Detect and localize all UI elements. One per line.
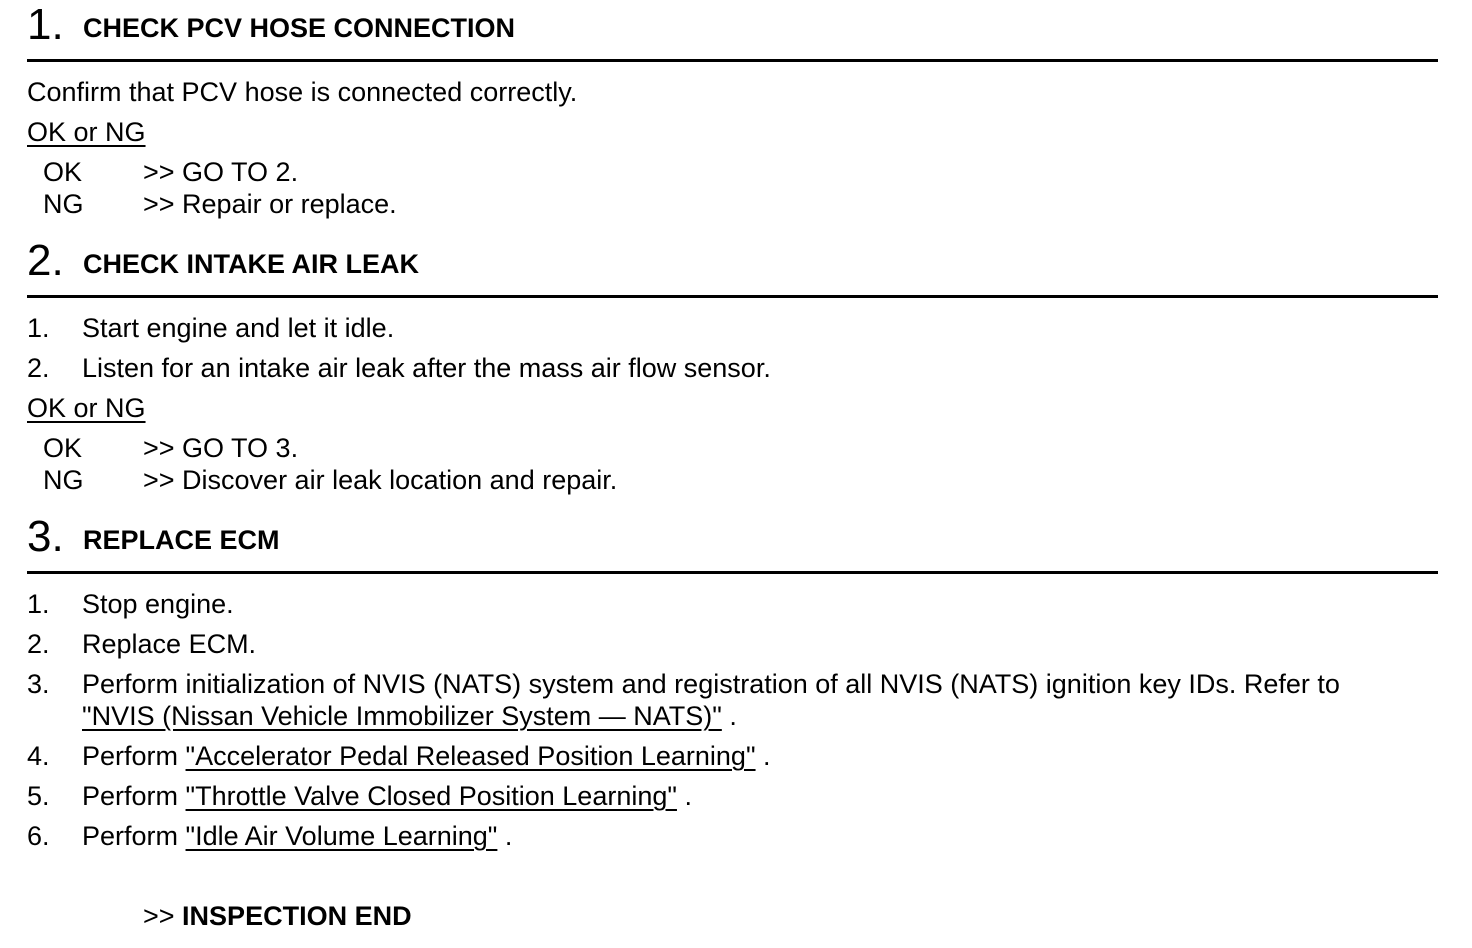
- list-item-prefix: Perform: [82, 781, 186, 811]
- ok-or-ng-label: OK or NG: [27, 393, 146, 423]
- link-suffix: .: [497, 821, 513, 851]
- list-item-number: 1.: [27, 313, 50, 343]
- step-1-heading: [27, 2, 1438, 48]
- list-item-number: 1.: [27, 589, 50, 619]
- link-suffix: .: [676, 781, 692, 811]
- ng-result-key: NG: [43, 465, 84, 495]
- ok-or-ng-label: OK or NG: [27, 117, 146, 147]
- step-title: REPLACE ECM: [83, 525, 280, 555]
- ng-result-action: >> Discover air leak location and repair.: [143, 465, 618, 495]
- list-item-text: Listen for an intake air leak after the mass air flow sensor.: [82, 353, 771, 383]
- list-item-link-line: [82, 700, 737, 732]
- step-title: CHECK INTAKE AIR LEAK: [83, 249, 419, 279]
- list-item-number: 4.: [27, 741, 50, 771]
- list-item-text: [82, 780, 692, 812]
- list-item-number: 5.: [27, 781, 50, 811]
- inspection-end: [143, 900, 412, 932]
- list-item-prefix: Perform: [82, 821, 186, 851]
- step-number: 2.: [27, 236, 64, 285]
- section-divider: [27, 59, 1438, 62]
- ok-result-action: >> GO TO 2.: [143, 157, 299, 187]
- list-item-text: Stop engine.: [82, 589, 234, 619]
- link-suffix: .: [721, 701, 737, 731]
- ng-result-key: NG: [43, 189, 84, 219]
- list-item-number: 6.: [27, 821, 50, 851]
- ng-result-action: >> Repair or replace.: [143, 189, 397, 219]
- step-number: 1.: [27, 0, 64, 49]
- end-prefix: >>: [143, 901, 183, 931]
- idle-air-volume-learning-link[interactable]: "Idle Air Volume Learning": [185, 821, 498, 851]
- list-item-number: 3.: [27, 669, 50, 699]
- ok-result-key: OK: [43, 157, 83, 187]
- list-item-text: Perform initialization of NVIS (NATS) system and registration of all NVIS (NATS) ignition key IDs. Refer to: [82, 669, 1340, 699]
- end-label: INSPECTION END: [182, 901, 412, 931]
- ok-result-key: OK: [43, 433, 83, 463]
- section-divider: [27, 571, 1438, 574]
- link-suffix: .: [755, 741, 771, 771]
- nvis-nats-link[interactable]: "NVIS (Nissan Vehicle Immobilizer System — NATS)": [82, 701, 722, 731]
- list-item-number: 2.: [27, 353, 50, 383]
- list-item-text: [82, 820, 512, 852]
- step-number: 3.: [27, 512, 64, 561]
- step-2-heading: [27, 238, 1438, 284]
- step-1-instruction: Confirm that PCV hose is connected correctly.: [27, 77, 578, 107]
- section-divider: [27, 295, 1438, 298]
- step-3-heading: [27, 514, 1438, 560]
- list-item-number: 2.: [27, 629, 50, 659]
- list-item-text: Start engine and let it idle.: [82, 313, 395, 343]
- accelerator-pedal-learning-link[interactable]: "Accelerator Pedal Released Position Learning": [185, 741, 756, 771]
- throttle-valve-learning-link[interactable]: "Throttle Valve Closed Position Learning": [185, 781, 677, 811]
- list-item-text: Replace ECM.: [82, 629, 257, 659]
- list-item-prefix: Perform: [82, 741, 186, 771]
- step-title: CHECK PCV HOSE CONNECTION: [83, 13, 516, 43]
- list-item-text: [82, 740, 771, 772]
- ok-result-action: >> GO TO 3.: [143, 433, 299, 463]
